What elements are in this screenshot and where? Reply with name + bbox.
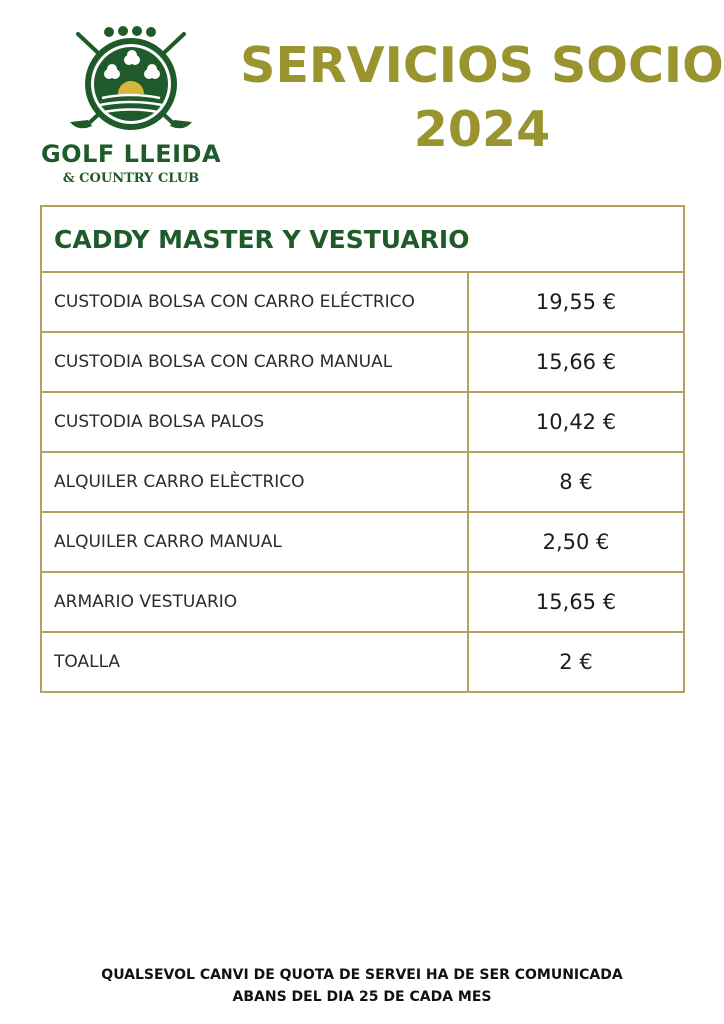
section-heading: CADDY MASTER Y VESTUARIO	[41, 206, 684, 272]
table-row	[41, 572, 684, 632]
services-table	[40, 205, 685, 693]
footer-line-1: QUALSEVOL CANVI DE QUOTA DE SERVEI HA DE SER COMUNICADA	[101, 967, 623, 983]
club-name: GOLF LLEIDA	[40, 140, 222, 168]
service-price: 2,50 €	[468, 512, 684, 572]
golf-crest-icon	[36, 22, 226, 142]
service-price: 15,66 €	[468, 332, 684, 392]
service-name: TOALLA	[41, 632, 468, 692]
service-name: CUSTODIA BOLSA PALOS	[41, 392, 468, 452]
service-name: CUSTODIA BOLSA CON CARRO ELÉCTRICO	[41, 272, 468, 332]
service-name: ALQUILER CARRO ELÈCTRICO	[41, 452, 468, 512]
page-title-line-1: SERVICIOS SOCIO	[240, 37, 724, 94]
service-name: ALQUILER CARRO MANUAL	[41, 512, 468, 572]
footer-notice	[0, 964, 724, 1008]
service-price: 10,42 €	[468, 392, 684, 452]
footer-line-2: ABANS DEL DIA 25 DE CADA MES	[232, 989, 492, 1005]
club-logo	[36, 22, 226, 192]
service-price: 15,65 €	[468, 572, 684, 632]
service-name: CUSTODIA BOLSA CON CARRO MANUAL	[41, 332, 468, 392]
page-title	[240, 34, 724, 162]
table-row	[41, 272, 684, 332]
service-name: ARMARIO VESTUARIO	[41, 572, 468, 632]
table-row	[41, 632, 684, 692]
club-subtitle: & COUNTRY CLUB	[62, 171, 200, 186]
section-header-row	[41, 206, 684, 272]
service-price: 2 €	[468, 632, 684, 692]
page-title-line-2: 2024	[413, 101, 551, 158]
service-price: 19,55 €	[468, 272, 684, 332]
table-row	[41, 392, 684, 452]
service-price: 8 €	[468, 452, 684, 512]
table-row	[41, 512, 684, 572]
table-row	[41, 452, 684, 512]
table-row	[41, 332, 684, 392]
